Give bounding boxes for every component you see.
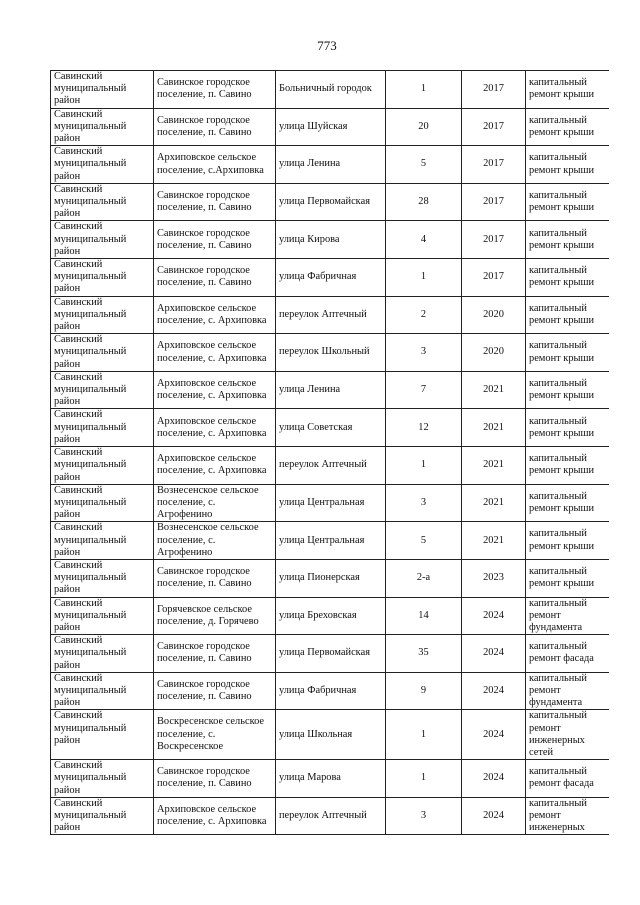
cell-district: Савинский муниципальный район: [51, 522, 154, 560]
cell-district: Савинский муниципальный район: [51, 447, 154, 485]
cell-year: 2021: [462, 409, 526, 447]
cell-district: Савинский муниципальный район: [51, 371, 154, 409]
cell-year: 2017: [462, 259, 526, 297]
cell-district: Савинский муниципальный район: [51, 108, 154, 146]
cell-house: 1: [386, 259, 462, 297]
cell-street: переулок Аптечный: [276, 296, 386, 334]
cell-district: Савинский муниципальный район: [51, 484, 154, 522]
cell-settlement: Вознесенское сельское поселение, с. Агрофенино: [154, 522, 276, 560]
table-body: [51, 71, 610, 835]
cell-district: Савинский муниципальный район: [51, 71, 154, 109]
cell-year: 2017: [462, 221, 526, 259]
cell-settlement: Горячевское сельское поселение, д. Горячево: [154, 597, 276, 635]
cell-work: капитальный ремонт фундамента: [526, 672, 610, 710]
cell-house: 2-а: [386, 559, 462, 597]
cell-work: капитальный ремонт крыши: [526, 259, 610, 297]
cell-street: улица Фабричная: [276, 672, 386, 710]
cell-street: улица Ленина: [276, 146, 386, 184]
cell-work: капитальный ремонт фундамента: [526, 597, 610, 635]
cell-year: 2024: [462, 597, 526, 635]
table-row: [51, 597, 610, 635]
cell-year: 2023: [462, 559, 526, 597]
cell-street: улица Кирова: [276, 221, 386, 259]
cell-year: 2017: [462, 146, 526, 184]
cell-work: капитальный ремонт крыши: [526, 71, 610, 109]
table-row: [51, 371, 610, 409]
cell-house: 20: [386, 108, 462, 146]
cell-house: 3: [386, 334, 462, 372]
cell-settlement: Вознесенское сельское поселение, с. Агрофенино: [154, 484, 276, 522]
cell-street: улица Первомайская: [276, 183, 386, 221]
table-row: [51, 146, 610, 184]
cell-house: 3: [386, 797, 462, 835]
cell-district: Савинский муниципальный район: [51, 597, 154, 635]
cell-district: Савинский муниципальный район: [51, 409, 154, 447]
table-row: [51, 522, 610, 560]
cell-year: 2024: [462, 760, 526, 798]
cell-settlement: Архиповское сельское поселение, с. Архиповка: [154, 334, 276, 372]
cell-work: капитальный ремонт крыши: [526, 183, 610, 221]
cell-house: 1: [386, 710, 462, 760]
cell-year: 2020: [462, 296, 526, 334]
cell-street: улица Марова: [276, 760, 386, 798]
cell-work: капитальный ремонт крыши: [526, 334, 610, 372]
cell-street: улица Шуйская: [276, 108, 386, 146]
cell-district: Савинский муниципальный район: [51, 334, 154, 372]
cell-house: 5: [386, 522, 462, 560]
cell-work: капитальный ремонт крыши: [526, 221, 610, 259]
cell-street: переулок Школьный: [276, 334, 386, 372]
table-row: [51, 296, 610, 334]
cell-street: улица Первомайская: [276, 635, 386, 673]
cell-street: улица Центральная: [276, 522, 386, 560]
document-table-container: [50, 70, 609, 839]
cell-settlement: Савинское городское поселение, п. Савино: [154, 221, 276, 259]
cell-year: 2024: [462, 797, 526, 835]
cell-street: улица Школьная: [276, 710, 386, 760]
cell-district: Савинский муниципальный район: [51, 760, 154, 798]
cell-district: Савинский муниципальный район: [51, 146, 154, 184]
cell-street: улица Советская: [276, 409, 386, 447]
cell-street: улица Фабричная: [276, 259, 386, 297]
cell-district: Савинский муниципальный район: [51, 672, 154, 710]
cell-district: Савинский муниципальный район: [51, 635, 154, 673]
cell-work: капитальный ремонт крыши: [526, 559, 610, 597]
cell-street: Больничный городок: [276, 71, 386, 109]
table-row: [51, 760, 610, 798]
cell-street: улица Ленина: [276, 371, 386, 409]
cell-district: Савинский муниципальный район: [51, 259, 154, 297]
cell-street: улица Пионерская: [276, 559, 386, 597]
cell-settlement: Савинское городское поселение, п. Савино: [154, 71, 276, 109]
cell-settlement: Савинское городское поселение, п. Савино: [154, 259, 276, 297]
cell-house: 1: [386, 447, 462, 485]
table-row: [51, 635, 610, 673]
table-row: [51, 221, 610, 259]
cell-work: капитальный ремонт крыши: [526, 371, 610, 409]
cell-year: 2021: [462, 484, 526, 522]
cell-work: капитальный ремонт крыши: [526, 108, 610, 146]
cell-district: Савинский муниципальный район: [51, 183, 154, 221]
cell-settlement: Архиповское сельское поселение, с.Архиповка: [154, 146, 276, 184]
table-row: [51, 559, 610, 597]
cell-settlement: Архиповское сельское поселение, с. Архиповка: [154, 409, 276, 447]
cell-settlement: Савинское городское поселение, п. Савино: [154, 108, 276, 146]
cell-district: Савинский муниципальный район: [51, 710, 154, 760]
cell-year: 2017: [462, 183, 526, 221]
table-row: [51, 108, 610, 146]
cell-year: 2024: [462, 672, 526, 710]
table-row: [51, 183, 610, 221]
cell-year: 2024: [462, 635, 526, 673]
cell-settlement: Савинское городское поселение, п. Савино: [154, 635, 276, 673]
cell-year: 2021: [462, 522, 526, 560]
cell-house: 35: [386, 635, 462, 673]
cell-work: капитальный ремонт крыши: [526, 484, 610, 522]
page-number: 773: [317, 38, 337, 53]
cell-settlement: Савинское городское поселение, п. Савино: [154, 760, 276, 798]
cell-settlement: Савинское городское поселение, п. Савино: [154, 183, 276, 221]
cell-street: переулок Аптечный: [276, 797, 386, 835]
cell-house: 7: [386, 371, 462, 409]
cell-house: 14: [386, 597, 462, 635]
cell-house: 12: [386, 409, 462, 447]
cell-year: 2017: [462, 108, 526, 146]
cell-street: улица Центральная: [276, 484, 386, 522]
cell-district: Савинский муниципальный район: [51, 296, 154, 334]
cell-year: 2021: [462, 447, 526, 485]
cell-work: капитальный ремонт крыши: [526, 296, 610, 334]
cell-house: 1: [386, 760, 462, 798]
table-row: [51, 710, 610, 760]
cell-work: капитальный ремонт крыши: [526, 146, 610, 184]
table-row: [51, 447, 610, 485]
cell-street: переулок Аптечный: [276, 447, 386, 485]
table-row: [51, 259, 610, 297]
cell-house: 9: [386, 672, 462, 710]
table-row: [51, 797, 610, 835]
cell-district: Савинский муниципальный район: [51, 797, 154, 835]
cell-work: капитальный ремонт фасада: [526, 635, 610, 673]
cell-work: капитальный ремонт крыши: [526, 522, 610, 560]
cell-street: улица Бреховская: [276, 597, 386, 635]
table-row: [51, 334, 610, 372]
repair-schedule-table: [50, 70, 609, 835]
cell-year: 2017: [462, 71, 526, 109]
cell-house: 2: [386, 296, 462, 334]
cell-settlement: Воскресенское сельское поселение, с. Воскресенское: [154, 710, 276, 760]
cell-work: капитальный ремонт фасада: [526, 760, 610, 798]
cell-work: капитальный ремонт инженерных: [526, 797, 610, 835]
cell-settlement: Савинское городское поселение, п. Савино: [154, 559, 276, 597]
cell-house: 4: [386, 221, 462, 259]
cell-year: 2024: [462, 710, 526, 760]
cell-year: 2020: [462, 334, 526, 372]
cell-district: Савинский муниципальный район: [51, 221, 154, 259]
cell-work: капитальный ремонт инженерных сетей: [526, 710, 610, 760]
cell-house: 28: [386, 183, 462, 221]
cell-settlement: Архиповское сельское поселение, с. Архиповка: [154, 447, 276, 485]
table-row: [51, 71, 610, 109]
cell-settlement: Савинское городское поселение, п. Савино: [154, 672, 276, 710]
cell-house: 3: [386, 484, 462, 522]
cell-settlement: Архиповское сельское поселение, с. Архиповка: [154, 296, 276, 334]
cell-settlement: Архиповское сельское поселение, с. Архиповка: [154, 371, 276, 409]
table-row: [51, 409, 610, 447]
table-row: [51, 672, 610, 710]
cell-work: капитальный ремонт крыши: [526, 409, 610, 447]
cell-year: 2021: [462, 371, 526, 409]
cell-house: 1: [386, 71, 462, 109]
cell-district: Савинский муниципальный район: [51, 559, 154, 597]
cell-settlement: Архиповское сельское поселение, с. Архиповка: [154, 797, 276, 835]
cell-work: капитальный ремонт крыши: [526, 447, 610, 485]
table-row: [51, 484, 610, 522]
cell-house: 5: [386, 146, 462, 184]
